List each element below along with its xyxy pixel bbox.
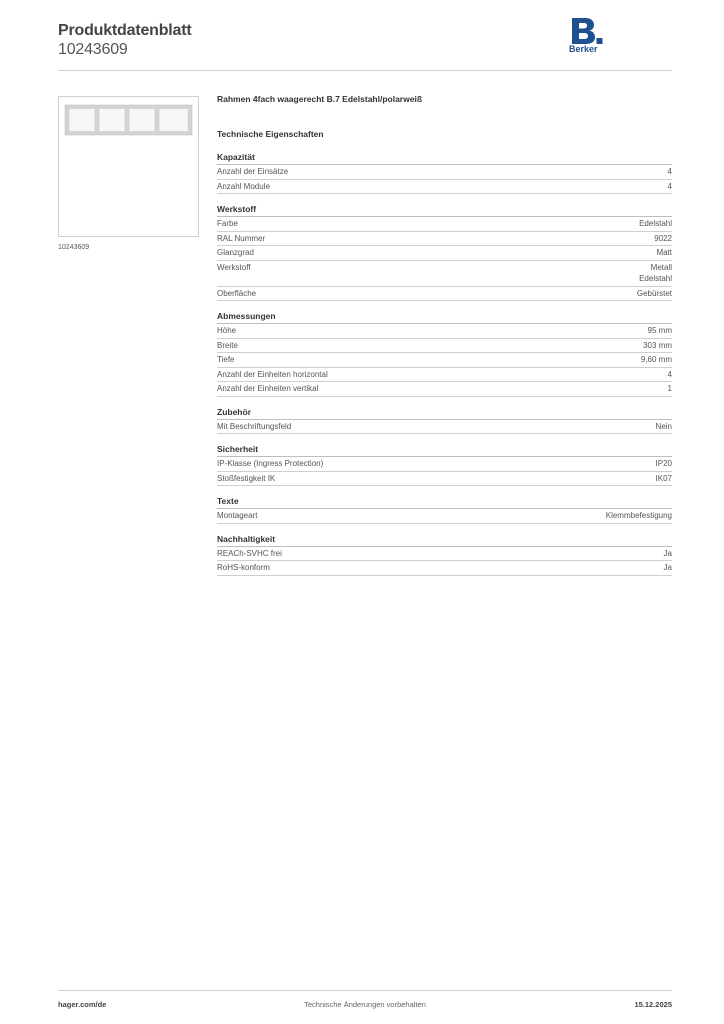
property-row: [217, 457, 672, 472]
section-0: [217, 152, 672, 194]
page-header: [58, 20, 672, 71]
property-value: [654, 233, 672, 245]
property-row: [217, 246, 672, 261]
product-title: Rahmen 4fach waagerecht B.7 Edelstahl/polarweiß: [217, 94, 423, 104]
property-value: [643, 340, 672, 352]
product-image: [58, 96, 199, 237]
property-row: [217, 472, 672, 487]
section-title: Kapazität: [217, 152, 672, 165]
section-title: Abmessungen: [217, 311, 672, 324]
property-row: [217, 339, 672, 354]
property-label: Farbe: [217, 219, 238, 228]
tech-heading: Technische Eigenschaften: [217, 129, 324, 139]
footer-date: 15.12.2025: [634, 1000, 672, 1009]
section-3: [217, 407, 672, 435]
property-value: [641, 354, 672, 366]
property-value: [664, 562, 672, 574]
property-value-line: Gebürstet: [636, 288, 672, 298]
property-label: RAL Nummer: [217, 233, 266, 243]
property-label: Anzahl der Einheiten vertikal: [217, 384, 319, 393]
property-label: Werkstoff: [217, 262, 251, 272]
property-row: [217, 232, 672, 247]
property-value: [639, 218, 672, 230]
property-value: [668, 383, 672, 395]
property-row: [217, 547, 672, 562]
document-number: 10243609: [58, 41, 128, 58]
property-value: [606, 510, 672, 522]
section-title: Werkstoff: [217, 204, 672, 217]
section-title: Sicherheit: [217, 444, 672, 457]
document-title: Produktdatenblatt: [58, 22, 192, 39]
section-4: [217, 444, 672, 486]
property-label: Glanzgrad: [217, 248, 254, 257]
section-title: Zubehör: [217, 407, 672, 420]
product-details: [217, 94, 672, 586]
property-row: [217, 165, 672, 180]
property-value: [637, 288, 672, 300]
property-label: Anzahl der Einsätze: [217, 167, 289, 176]
property-value-line: Edelstahl: [639, 219, 672, 228]
section-2: [217, 311, 672, 397]
property-value-line: IK07: [655, 473, 672, 483]
property-value-line: 303 mm: [643, 340, 672, 350]
property-value: [656, 458, 672, 470]
property-row: [217, 287, 672, 302]
property-label: REACh-SVHC frei: [217, 548, 282, 558]
property-value: [639, 262, 672, 285]
footer-website[interactable]: hager.com/de: [58, 1000, 107, 1009]
image-caption: 10243609: [58, 244, 90, 251]
property-row: [217, 420, 672, 435]
property-value-line: Nein: [655, 421, 672, 431]
property-row: [217, 217, 672, 232]
section-1: [217, 204, 672, 301]
section-6: [217, 534, 672, 576]
property-label: IP-Klasse (Ingress Protection): [217, 459, 324, 468]
property-value-line: IP20: [655, 459, 672, 468]
frame-4-gang-horizontal-icon: [59, 97, 198, 236]
property-row: [217, 324, 672, 339]
property-row: [217, 180, 672, 195]
brand-name: Berker: [569, 44, 598, 54]
section-title: Texte: [217, 496, 672, 509]
property-label: Mit Beschriftungsfeld: [217, 421, 292, 431]
property-value: [668, 369, 672, 381]
property-value-line: Edelstahl: [639, 274, 672, 283]
property-value-line: Klemmbefestigung: [605, 511, 672, 520]
section-title: Nachhaltigkeit: [217, 534, 672, 547]
property-label: Tiefe: [217, 355, 235, 364]
property-label: Höhe: [217, 326, 237, 335]
property-label: Oberfläche: [217, 288, 257, 298]
property-value: [656, 247, 672, 259]
section-5: [217, 496, 672, 524]
property-label: Breite: [217, 340, 238, 350]
property-label: Anzahl Module: [217, 181, 270, 191]
page-footer: [58, 990, 672, 1015]
property-value-line: 4: [667, 167, 672, 176]
property-value-line: Ja: [663, 563, 672, 572]
property-value: [648, 325, 672, 337]
property-value: [664, 548, 672, 560]
property-value-line: 9,60 mm: [640, 355, 672, 364]
property-row: [217, 261, 672, 287]
property-row: [217, 382, 672, 397]
property-row: [217, 353, 672, 368]
property-value-line: 9022: [654, 233, 672, 243]
property-sections: [217, 152, 672, 576]
property-value: [656, 421, 672, 433]
property-value-line: 4: [667, 181, 672, 191]
property-value-line: Ja: [663, 548, 672, 558]
property-row: [217, 368, 672, 383]
property-row: [217, 509, 672, 524]
property-value-line: 95 mm: [647, 326, 672, 335]
property-value-line: 1: [667, 384, 672, 393]
property-value-line: 4: [667, 369, 672, 379]
property-value: [668, 181, 672, 193]
property-label: Montageart: [217, 511, 258, 520]
footer-notice: Technische Änderungen vorbehalten: [304, 1000, 426, 1009]
property-label: Anzahl der Einheiten horizontal: [217, 369, 328, 379]
property-value-line: Matt: [656, 248, 672, 257]
property-value: [668, 166, 672, 178]
property-value: [656, 473, 672, 485]
property-row: [217, 561, 672, 576]
property-label: Stoßfestigkeit IK: [217, 473, 276, 483]
property-value-line: Metall: [650, 262, 672, 272]
property-label: RoHS-konform: [217, 563, 270, 572]
